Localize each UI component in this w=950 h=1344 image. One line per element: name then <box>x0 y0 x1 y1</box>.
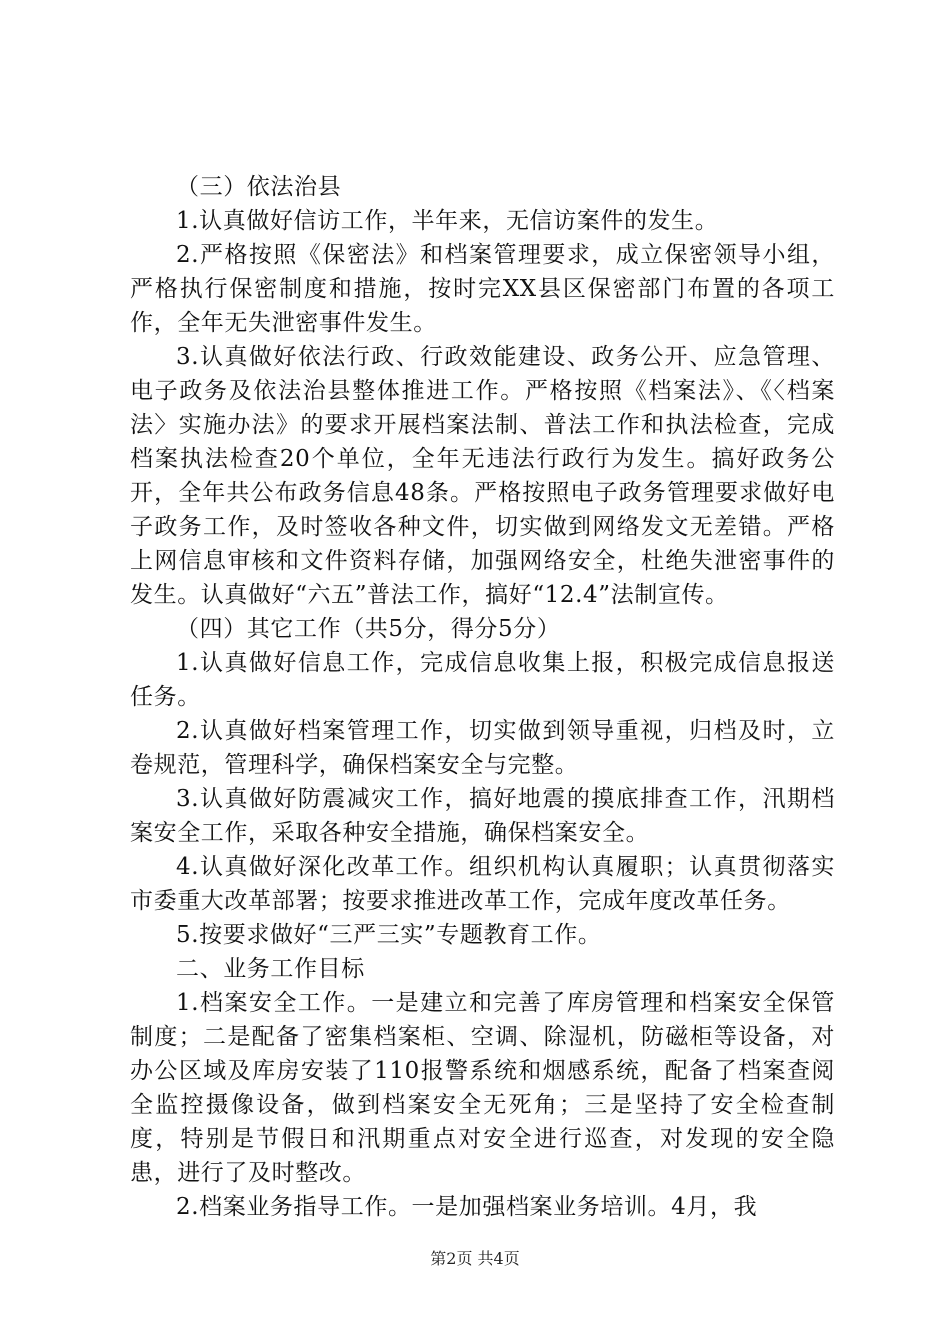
paragraph: 2.档案业务指导工作。一是加强档案业务培训。4月，我 <box>176 1194 758 1220</box>
paragraph: 1.认真做好信息工作，完成信息收集上报，积极完成信息报送任务。 <box>130 650 835 710</box>
document-body <box>130 170 835 1224</box>
page-number-footer: 第2页 共4页 <box>430 1249 520 1268</box>
paragraph: 1.档案安全工作。一是建立和完善了库房管理和档案安全保管制度；二是配备了密集档案柜、空调、除湿机，防磁柜等设备，对办公区域及库房安装了110报警系统和烟感系统，配备了档案查阅全监控摄像设备，做到档案安全无死角；三是坚持了安全检查制度，特别是节假日和汛期重点对安全进行巡查，对发现的安全隐患，进行了及时整改。 <box>130 990 835 1186</box>
paragraph: 5.按要求做好“三严三实”专题教育工作。 <box>176 922 602 948</box>
paragraph: 3.认真做好防震减灾工作，搞好地震的摸底排查工作，汛期档案安全工作，采取各种安全措施，确保档案安全。 <box>130 786 835 846</box>
paragraph: 2.认真做好档案管理工作，切实做到领导重视，归档及时，立卷规范，管理科学，确保档案安全与完整。 <box>130 718 835 778</box>
section-heading-business-goals: 二、业务工作目标 <box>176 956 365 982</box>
paragraph: 4.认真做好深化改革工作。组织机构认真履职；认真贯彻落实市委重大改革部署；按要求推进改革工作，完成年度改革任务。 <box>130 854 835 914</box>
paragraph: 1.认真做好信访工作，半年来，无信访案件的发生。 <box>176 208 719 234</box>
section-heading-4: （四）其它工作（共5分，得分5分） <box>176 616 561 642</box>
paragraph: 2.严格按照《保密法》和档案管理要求，成立保密领导小组，严格执行保密制度和措施，按时完XX县区保密部门布置的各项工作，全年无失泄密事件发生。 <box>130 242 835 336</box>
paragraph: 3.认真做好依法行政、行政效能建设、政务公开、应急管理、电子政务及依法治县整体推进工作。严格按照《档案法》、《〈档案法〉实施办法》的要求开展档案法制、普法工作和执法检查，完成档案执法检查20个单位，全年无违法行政行为发生。搞好政务公开，全年共公布政务信息48条。严格按照电子政务管理要求做好电子政务工作，及时签收各种文件，切实做到网络发文无差错。严格上网信息审核和文件资料存储，加强网络安全，杜绝失泄密事件的发生。认真做好“六五”普法工作，搞好“12.4”法制宣传。 <box>130 344 835 608</box>
section-heading-3: （三）依法治县 <box>176 174 342 200</box>
